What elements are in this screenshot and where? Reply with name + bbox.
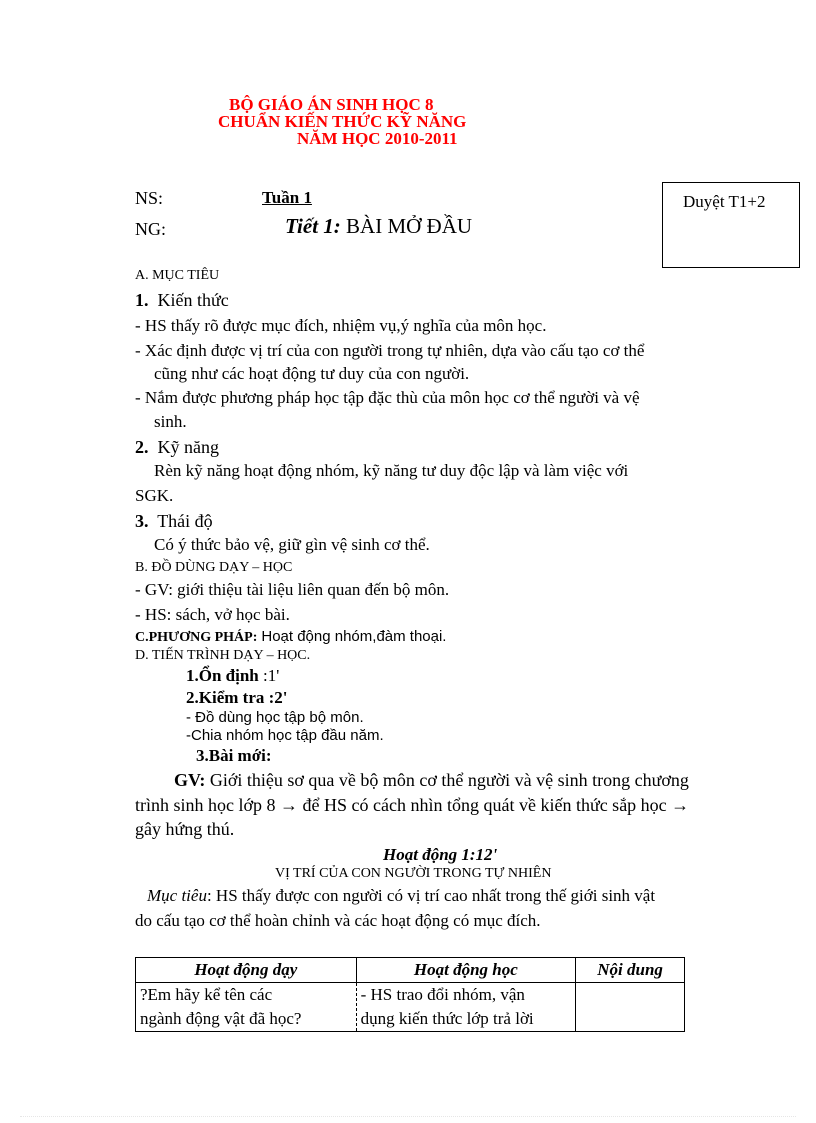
goal-label: Mục tiêu — [147, 886, 207, 905]
table-header-cell: Hoạt động dạy — [136, 958, 357, 983]
step1-label: 1.Ổn định — [186, 666, 259, 685]
ng-label: NG: — [135, 219, 166, 239]
section-c-label: C.PHƯƠNG PHÁP: — [135, 630, 258, 645]
attitude-number: 3. — [135, 511, 149, 531]
section-b-item: - HS: sách, vở học bài. — [135, 605, 290, 624]
learn-cell — [356, 983, 576, 1032]
section-b-item: - GV: giới thiệu tài liệu liên quan đến bộ môn. — [135, 580, 450, 599]
table-header-cell: Nội dung — [576, 958, 685, 983]
approval-text: Duyệt T1+2 — [683, 192, 766, 211]
skills-text: Rèn kỹ năng hoạt động nhóm, kỹ năng tư duy độc lập và làm việc với — [154, 461, 629, 480]
activity-title: Hoạt động 1:12' — [383, 845, 498, 864]
section-a-heading: A. MỤC TIÊU — [135, 268, 220, 283]
learn-line: - HS trao đổi nhóm, vận — [360, 985, 525, 1004]
knowledge-heading — [135, 290, 229, 311]
lesson-heading — [285, 214, 472, 239]
activity-goal — [147, 886, 655, 906]
table-header-cell: Hoạt động học — [356, 958, 576, 983]
step2-item: - Đồ dùng học tập bộ môn. — [186, 709, 364, 726]
teach-cell — [136, 983, 357, 1032]
knowledge-item: - Nắm được phương pháp học tập đặc thù của môn học cơ thể người và vệ — [135, 388, 640, 407]
knowledge-item: cũng như các hoạt động tư duy của con người. — [154, 364, 470, 383]
attitude-text: Có ý thức bảo vệ, giữ gìn vệ sinh cơ thể. — [154, 535, 430, 554]
intro-line: trình sinh học lớp 8 → để HS có cách nhìn tổng quát về kiến thức sắp học → — [135, 795, 690, 815]
section-d-heading: D. TIẾN TRÌNH DẠY – HỌC. — [135, 648, 311, 663]
skills-text: SGK. — [135, 486, 174, 505]
gv-label: GV: — [174, 770, 206, 790]
knowledge-number: 1. — [135, 290, 149, 310]
doc-title-line3: NĂM HỌC 2010-2011 — [297, 129, 458, 148]
attitude-heading — [135, 511, 213, 532]
skills-heading — [135, 437, 219, 458]
step3-label: 3.Bài mới: — [196, 746, 272, 765]
doc-title-line1: BỘ GIÁO ÁN SINH HỌC 8 — [229, 95, 434, 114]
section-b-heading: B. ĐỒ DÙNG DẠY – HỌC — [135, 560, 293, 575]
skills-title: Kỹ năng — [157, 437, 219, 457]
teach-line: ngành động vật đã học? — [140, 1009, 302, 1028]
skills-number: 2. — [135, 437, 149, 457]
step1 — [186, 666, 279, 686]
intro-text: Giới thiệu sơ qua về bộ môn cơ thể người và vệ sinh trong chương — [209, 770, 689, 790]
activity-goal-line2: do cấu tạo cơ thể hoàn chỉnh và các hoạt động có mục đích. — [135, 911, 541, 930]
section-c — [135, 628, 446, 646]
intro-line — [174, 770, 689, 791]
lesson-number: Tiết 1: — [285, 214, 341, 238]
content-cell — [576, 983, 685, 1032]
ns-label: NS: — [135, 188, 164, 208]
knowledge-title: Kiến thức — [157, 290, 229, 310]
table-header-row — [136, 958, 685, 983]
section-c-text: Hoạt động nhóm,đàm thoại. — [261, 628, 447, 645]
week-label: Tuần 1 — [262, 188, 312, 207]
attitude-title: Thái độ — [157, 511, 213, 531]
knowledge-item: - Xác định được vị trí của con người trong tự nhiên, dựa vào cấu tạo cơ thể — [135, 341, 645, 360]
page-footer-rule — [20, 1116, 796, 1117]
knowledge-item: sinh. — [154, 412, 187, 431]
learn-line: dụng kiến thức lớp trả lời — [360, 1009, 534, 1028]
activity-subtitle: VỊ TRÍ CỦA CON NGƯỜI TRONG TỰ NHIÊN — [275, 866, 552, 881]
knowledge-item: - HS thấy rõ được mục đích, nhiệm vụ,ý nghĩa của môn học. — [135, 316, 547, 335]
intro-line: gây hứng thú. — [135, 819, 235, 839]
table-row — [136, 983, 685, 1032]
step2-item: -Chia nhóm học tập đầu năm. — [186, 727, 384, 744]
activity-table — [135, 957, 685, 1032]
teach-line: ?Em hãy kể tên các — [140, 985, 273, 1004]
step1-time: :1' — [263, 666, 280, 685]
goal-text: : HS thấy được con người có vị trí cao nhất trong thế giới sinh vật — [206, 886, 656, 905]
approval-box — [662, 182, 800, 268]
doc-title-line2: CHUẨN KIẾN THỨC KỸ NĂNG — [218, 112, 467, 131]
lesson-title: BÀI MỞ ĐẦU — [346, 214, 473, 238]
step2-label: 2.Kiểm tra :2' — [186, 688, 288, 707]
